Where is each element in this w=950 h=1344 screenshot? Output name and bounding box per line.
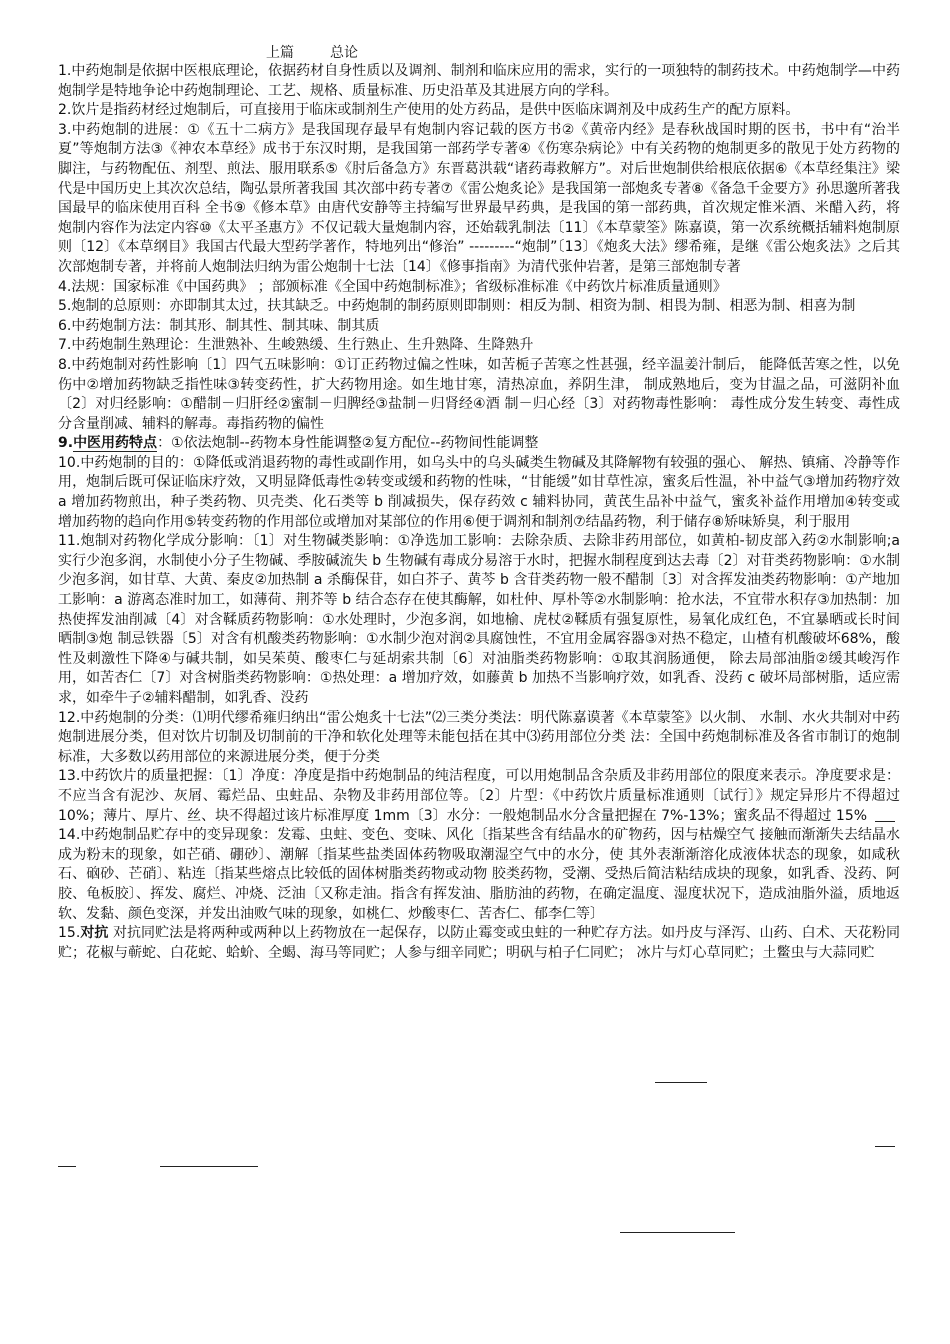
paragraph-12: 12.中药炮制的分类：⑴明代缪希雍归纳出“雷公炮炙十七法”⑵三类分类法：明代陈嘉谟著《本草蒙筌》以火制、 水制、水火共制对中药炮制进展分类，但对饮片切制及切制前的干净和软化处理等未能包括在其中⑶药用部位分类 法：全国中药炮制标准及各省市制订的炮制标准，大多数以药用部位的来源进展分类，便于分类: [58, 709, 900, 765]
paragraph-15-text: 对抗同贮法是将两种或两种以上药物放在一起保存，以防止霉变或虫蛀的一种贮存方法。如丹皮与泽泻、山药、白术、天花粉同贮；花椒与蕲蛇、白花蛇、蛤蚧、全蝎、海马等同贮；人参与细辛同贮；明矾与柏子仁同贮； 冰片与灯心草同贮；土鳖虫与大蒜同贮: [58, 925, 900, 961]
paragraph-15-number: 15.: [58, 925, 81, 942]
document-page: [58, 40, 900, 963]
paragraph-8: 8.中药炮制对药性影响〔1〕四气五味影响：①订正药物过偏之性味，如苦栀子苦寒之性甚强，经辛温姜汁制后， 能降低苦寒之性，以免伤中②增加药物缺乏指性味③转变药性，扩大药物用途。如生地甘寒，清热凉血，养阴生津， 制成熟地后，变为甘温之品，可滋阴补血〔2〕对归经影响：①醋制－归肝经②蜜制－归脾经③盐制－归肾经④酒 制－归心经〔3〕对药物毒性影响： 毒性成分发生转变、毒性成分含量削减、辅料的解毒。毒指药物的偏性: [58, 356, 900, 432]
paragraph-11: 11.炮制对药物化学成分影响：〔1〕对生物碱类影响：①净选加工影响：去除杂质、去除非药用部位，如黄柏-韧皮部入药②水制影响;a 实行少泡多润，水制使小分子生物碱、季胺碱流失 b 生物碱有毒成分易溶于水时，把握水制程度到达去毒〔2〕对苷类药物影响：①水制少泡多润，如甘草、大黄、秦皮②加热制 a 杀酶保苷，如白芥子、黄芩 b 含苷类药物一般不醋制〔3〕对含挥发油类药物影响：①产地加工影响：a 游离态准时加工，如薄荷、荆芥等 b 结合态存在使其酶解，如杜仲、厚朴等②水制影响：抢水法，不宜带水积存③加热制：加热使挥发油削减〔4〕对含鞣质药物影响：①水处理时，少泡多润，如地榆、虎杖②鞣质有强复原性，易氧化成红色，不宜暴晒或长时间晒制③炮 制忌铁器〔5〕对含有机酸类药物影响：①水制少泡对润②具腐蚀性，不宜用金属容器③对热不稳定，山楂有机酸破坏68%，酸性及刺激性下降④与碱共制，如吴茱萸、酸枣仁与延胡索共制〔6〕对油脂类药物影响：①取其润肠通便， 除去局部油脂②缓其峻泻作用，如苦杏仁〔7〕对含树脂类药物影响：①热处理：a 增加疗效，如藤黄 b 加热不当影响疗效，如乳香、没药 c 破坏局部树脂，适应需求，如牵牛子②辅料醋制，如乳香、没药: [58, 533, 900, 706]
paragraph-15: [58, 924, 900, 963]
section-heading: 总论: [330, 45, 358, 61]
divider-line: [620, 1232, 735, 1233]
paragraph-4: 4.法规：国家标准《中国药典》 ；部颁标准《全国中药炮制标准》；省级标准标准《中药饮片标准质量通则》: [58, 278, 727, 295]
document-header: [58, 40, 900, 62]
paragraph-10: 10.中药炮制的目的：①降低或消退药物的毒性或副作用，如乌头中的乌头碱类生物碱及其降解物有较强的强心、 解热、镇痛、冷静等作用，炮制后既可保证临床疗效，又明显降低毒性②转变或缓和药物的性味，“甘能缓”如甘草性凉，蜜炙后性温，补中益气③增加药物疗效 a 增加药物煎出，种子类药物、贝壳类、化石类等 b 削减损失，保存药效 c 辅料协同，黄芪生品补中益气，蜜炙补益作用增加④转变或增加药物的趋向作用⑤转变药物的作用部位或增加对某部位的作用⑥便于调剂和制剂⑦结晶药物，利于储存⑧矫味矫臭，利于服用: [58, 454, 900, 530]
paragraph-6: 6.中药炮制方法：制其形、制其性、制其味、制其质: [58, 317, 380, 334]
paragraph-7: 7.中药炮制生熟理论：生泄熟补、生峻熟缓、生行熟止、生升熟降、生降熟升: [58, 337, 534, 354]
paragraph-9-number: 9.: [58, 435, 74, 452]
divider-line: [160, 1166, 258, 1167]
paragraph-13: 13.中药饮片的质量把握：〔1〕净度：净度是指中药炮制品的纯洁程度，可以用炮制品含杂质及非药用部位的限度来表示。净度要求是：不应当含有泥沙、灰屑、霉烂品、虫蛀品、杂物及非药用部位等。〔2〕片型：《中药饮片质量标准通则〔试行〕》规定异形片不得超过 10%；薄片、厚片、丝、块不得超过该片标准厚度 1mm〔3〕水分：一般炮制品水分含量把握在 7%-13%；蜜炙品不得超过 15%: [58, 768, 900, 824]
paragraph-9: [58, 434, 900, 454]
paragraph-1: 1.中药炮制是依据中医根底理论，依据药材自身性质以及调剂、制剂和临床应用的需求，实行的一项独特的制药技术。中药炮制学—中药炮制学是特地争论中药炮制理论、工艺、规格、质量标准、历史沿革及其进展方向的学科。: [58, 63, 900, 99]
paragraph-9-label: 中医用药特点: [73, 435, 158, 452]
divider-line: [875, 821, 895, 822]
paragraph-9-text: ：①依法炮制--药物本身性能调整②复方配位--药物间性能调整: [157, 435, 539, 452]
divider-line: [875, 1146, 895, 1147]
paragraph-14: 14.中药炮制品贮存中的变异现象：发霉、虫蛀、变色、变味、风化〔指某些含有结晶水的矿物药，因与枯燥空气 接触而渐渐失去结晶水成为粉末的现象，如芒硝、硼砂〕、潮解〔指某些盐类固体药物吸取潮湿空气中的水分，使 其外表渐渐溶化成液体状态的现象，如咸秋石、硇砂、芒硝〕、粘连〔指某些熔点比较低的固体树脂类药物或动物 胶类药物，受潮、受热后简洁粘结成块的现象，如乳香、没药、阿胶、龟板胶〕、挥发、腐烂、冲烧、泛油〔又称走油。指含有挥发油、脂肪油的药物，在确定温度、湿度状况下，造成油脂外溢，质地返软、发黏、颜色变深，并发出油败气味的现象，如桃仁、炒酸枣仁、苦杏仁、郁李仁等〕: [58, 827, 900, 922]
divider-line: [58, 1166, 76, 1167]
paragraph-2: 2.饮片是指药材经过炮制后，可直接用于临床或制剂生产使用的处方药品，是供中医临床调剂及中成药生产的配方原料。: [58, 102, 800, 119]
paragraph-5: 5.炮制的总原则：亦即制其太过，扶其缺乏。中药炮制的制药原则即制则：相反为制、相资为制、相畏为制、相恶为制、相喜为制: [58, 298, 856, 315]
part-heading: 上篇: [266, 45, 294, 61]
divider-line: [655, 1082, 707, 1083]
paragraph-15-label: 对抗: [80, 925, 109, 942]
paragraph-3: 3.中药炮制的进展：①《五十二病方》是我国现存最早有炮制内容记载的医方书②《黄帝内经》是春秋战国时期的医书，书中有“治半夏”等炮制方法③《神农本草经》成书于东汉时期，是我国第一部药学专著④《伤寒杂病论》中有关药物的炮制更多的散见于处方药物的脚注，与药物配伍、剂型、煎法、服用联系⑤《肘后备急方》东晋葛洪载“诸药毒救解方”。对后世炮制供给根底依据⑥《本草经集注》梁代是中国历史上其次次总结，陶弘景所著我国 其次部中药专著⑦《雷公炮炙论》是我国第一部炮炙专著⑧《备急千金要方》孙思邈所著我国最早的临床使用百科 全书⑨《修本草》由唐代安静等主持编写世界最早药典，是我国的第一部药典，首次规定惟米酒、米醋入药，将 炮制内容作为法定内容⑩《太平圣惠方》不仅记载大量炮制内容，还始载乳制法〔11〕《本草蒙筌》陈嘉谟，第一次系统概括辅料炮制原则〔12〕《本草纲目》我国古代最大型药学著作，特地列出“修治” ---------“炮制”〔13〕《炮炙大法》缪希雍，是继《雷公炮炙法》之后其次部炮制专著，并将前人炮制法归纳为雷公炮制十七法〔14〕《修事指南》为清代张仲岩著，是第三部炮制专著: [58, 121, 900, 275]
